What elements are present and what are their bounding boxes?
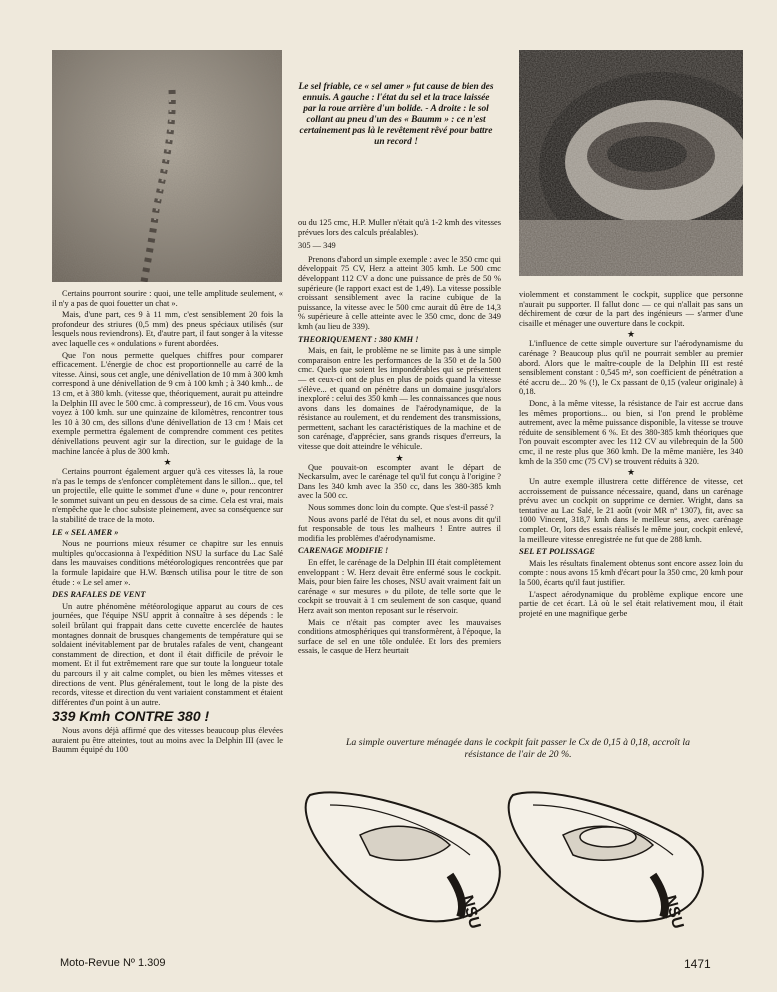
paragraph: Nous sommes donc loin du compte. Que s'est-il passé ? (308, 503, 494, 513)
separator-star: ★ (626, 467, 636, 478)
paragraph: Un autre exemple illustrera cette différence de vitesse, cet accroissement de puissance nécessaire, quand, dans un carénage prévu avec un cockpit on supprime ce dernier. Wright, dans sa tentative au Lac Salé, le 21 août (voir MR n° 1307), fit, avec sa 1000 Vincent, 318,7 kmh dans le meilleur sens, avec carénage complet. Or, lors des essais réalisés le même jour, cockpit enlevé, la meilleure vitesse enregistrée ne fut que de 288 kmh. (519, 477, 743, 544)
page-number: 1471 (684, 957, 711, 971)
paragraph: Certains pourront également arguer qu'à ces vitesses là, la roue n'a pas le temps de s'enfoncer complètement dans le sillon... que, tel un projectile, elle quitte le sommet d'une « dune », pour rencontrer le sommet suivant un peu en dessous de sa cime. Cela est vrai, mais n'empêche que le choc subsiste pleinement, avec sa conséquence sur la stabilité de trace de la moto. (52, 467, 283, 525)
paragraph: L'aspect aérodynamique du problème explique encore une partie de cet écart. Là où le sel était relativement mou, il était projeté en une magnifique gerbe (519, 589, 743, 618)
separator-star: ★ (163, 457, 172, 468)
paragraph: Nous ne pourrions mieux résumer ce chapitre sur les ennuis multiples qu'occasionna à l'expédition NSU la surface du Lac Salé dans les mauvaises conditions météorologiques rencontrées que par la formule lapidaire que H.W. Bœnsch utilisa pour le titre de son étude : « Le sel amer ». (52, 539, 283, 587)
paragraph: Certains pourront sourire : quoi, une telle amplitude seulement, « il n'y a pas de quoi fouetter un chat ». (52, 289, 283, 308)
major-heading: 339 Kmh CONTRE 380 ! (52, 708, 210, 725)
photo-caption: Le sel friable, ce « sel amer » fut cause de bien des ennuis. A gauche : l'état du sel et la trace laissée par la roue arrière d'un bolide. - A droite : le sol collant au pneu d'un des « Baumm » : ce n'est certainement pas là le revêtement rêvé pour battre un record ! (298, 82, 494, 147)
paragraph: Nous avons déjà affirmé que des vitesses beaucoup plus élevées auraient pu être atteintes, tout au moins avec la Delphin III (avec le Baumm équipé du 100 (52, 725, 283, 755)
nose-mark: NSU (458, 893, 484, 931)
section-heading: DES RAFALES DE VENT (52, 590, 146, 600)
nose-mark: NSU (661, 893, 687, 931)
paragraph: Mais, d'une part, ces 9 à 11 mm, c'est sensiblement 20 fois la profondeur des striures (0,5 mm) des pneus spéciaux utilisés (sur lesquels nous reviendrons). Et, d'autre part, il faut songer à la vitesse avec laquelle ces « ondulations » furent abordées. (52, 310, 283, 348)
paragraph: Prenons d'abord un simple exemple : avec le 350 cmc qui développait 75 CV, Herz a atteint 305 kmh. Le 500 cmc développant 112 CV a donc une puissance de près de 50 % supérieure (le rapport exact est de 1,49). La vitesse possible croissant sensiblement avec la racine cubique de la puissance, la vitesse avec le 500 cmc aurait dû être de 14,3 % supérieure à celle atteinte avec le 350 cmc, donc de 349 kmh (au lieu de 339). (298, 254, 501, 331)
photo-salt-clogged-tyre (519, 50, 743, 276)
photo-salt-tyre-trace (52, 50, 282, 282)
paragraph: Que pouvait-on escompter avant le départ de Neckarsulm, avec le carénage tel qu'il fut conçu à l'origine ? Dans les 340 kmh avec la 350 cc, dans les 380-385 kmh avec la 500 cc. (298, 462, 501, 501)
article-column-1 (52, 289, 283, 757)
section-heading: LE « SEL AMER » (52, 527, 119, 537)
paragraph: Mais les résultats finalement obtenus sont encore assez loin du compte : nous avons 15 kmh d'écart pour la 350 cmc, 20 kmh pour la 500, écarts qu'il faut justifier. (519, 558, 743, 588)
fairing-illustration-closed (300, 775, 510, 935)
section-heading: THEORIQUEMENT : 380 KMH ! (298, 334, 419, 344)
fairing-caption: La simple ouverture ménagée dans le cockpit fait passer le Cx de 0,15 à 0,18, accroît la résistance de l'air de 20 %. (345, 737, 690, 760)
magazine-footer: Moto-Revue Nº 1.309 (60, 957, 166, 969)
paragraph: Mais ce n'était pas compter avec les mauvaises conditions atmosphériques qui transformèrent, à l'époque, la surface de sel en une tôle ondulée. Et lors des premiers essais, le casque de Herz heurtait (298, 617, 501, 656)
equation: 305 — 349 (298, 241, 336, 251)
paragraph: Un autre phénomène météorologique apparut au cours de ces journées, que l'équipe NSU apprit à connaître à ses dépends : le soleil brûlant qui frappait dans cette cuvette encerclée de hautes montagnes donnait de brusques changements de température qui se soldaient inévitablement par de brutales rafales de vent, changeant constamment de direction, et dont il était difficile de prévoir le moment. Et il fut extrêmement rare que sur toute la longueur totale du parcours il y ait calme complet, ou bien les mêmes vitesses et directions de vent. Plus généralement, tout le long de la piste des records, vitesse et direction du vent variaient constamment et étaient différentes d'un point à un autre. (52, 601, 283, 707)
separator-star: ★ (626, 329, 636, 340)
paragraph: violemment et constamment le cockpit, supplice que personne n'aurait pu supporter. Il fallut donc — ce qui n'allait pas sans un déchirement de cœur de la part des ingénieurs — s'armer d'une cisaille et ménager une ouverture dans le cockpit. (519, 290, 743, 328)
paragraph: En effet, le carénage de la Delphin III était complètement enveloppant : W. Herz devait être enfermé sous le cockpit. Mais, pour bien faire les choses, NSU avait vraiment fait un carénage « sur mesures » du pilote, de telle sorte que le cockpit se trouvait à 1 cm seulement de son casque, quand Herz avait son menton reposant sur le réservoir. (298, 558, 501, 615)
paragraph: Donc, à la même vitesse, la résistance de l'air est accrue dans les mêmes proportions... ou bien, si l'on prend le problème autrement, avec la même puissance disponible, la vitesse se trouve réduite de sensiblement 6 %. Et des 380-385 kmh théoriques que l'on pouvait escompter avec les 112 CV au vilebrequin de la 500 cmc, il ne reste plus que 360 kmh. De la même manière, les 340 kmh de la 350 cmc (75 CV) se trouvent réduits à 320. (519, 398, 743, 466)
article-column-2 (298, 218, 501, 658)
paragraph: Nous avons parlé de l'état du sel, et nous avons dit qu'il fut responsable de tous les malheurs ! Entre autres il modifia les problèmes d'aérodynamisme. (298, 514, 501, 543)
paragraph: ou du 125 cmc, H.P. Muller n'était qu'à 1-2 kmh des vitesses prévues lors des calculs préalables). (298, 218, 501, 237)
paragraph: L'influence de cette simple ouverture sur l'aérodynamisme du carénage ? Beaucoup plus qu'il ne pourrait sembler au premier abord. Alors que le maître-couple de la Delphin III est resté sensiblement constant : 0,545 m², son coefficient de pénétration a été accru de... 20 % (!), le Cx passant de 0,15 (valeur originale) à 0,18. (519, 339, 743, 397)
separator-star: ★ (395, 452, 404, 463)
paragraph: Que l'on nous permette quelques chiffres pour comparer efficacement. L'énergie de choc est proportionnelle au carré de la vitesse. Ainsi, sous cet angle, une dénivellation de 10 mm à 300 kmh correspond à une dénivellation de 9 cm à 100 kmh ; à 340 kmh... de 13 cm, et à 380 kmh. (vitesse que, théoriquement, aurait pu atteindre la Delphin III avec le 500 cmc. à compresseur), de 16 cm. Vous vous voyez à 100 kmh. sur une quinzaine de kilomètres, rencontrer tous les 10 à 30 cm, des sillons d'une dénivellation de 13 cm ! Mais cet exemple permettra également de comprendre comment ces petites dénivellations peuvent agir sur la direction, sur le guidage de la machine lancée à plus de 300 kmh. (52, 350, 283, 456)
paragraph: Mais, en fait, le problème ne se limite pas à une simple comparaison entre les performances de la 350 et de la 500 cmc. Quels que soient les impondérables qui se présentent — et ceux-ci ont de plus en plus de poids quand la vitesse s'élève... et quand on pénètre dans un domaine jusqu'alors inexploré : celui des 350 kmh — les connaissances que nous avons dans les domaines de l'aérodynamique, de la résistance au roulement, et du rendement des transmissions, permettent, sachant les caractéristiques de la machine et de son carénage, d'apprécier, sans grands risques d'erreurs, la vitesse que doit atteindre le véhicule. (298, 346, 501, 452)
section-heading: SEL ET POLISSAGE (519, 547, 596, 557)
section-heading: CARENAGE MODIFIE ! (298, 546, 389, 556)
article-column-3 (519, 290, 743, 620)
fairing-illustration-open-cockpit (503, 775, 713, 935)
